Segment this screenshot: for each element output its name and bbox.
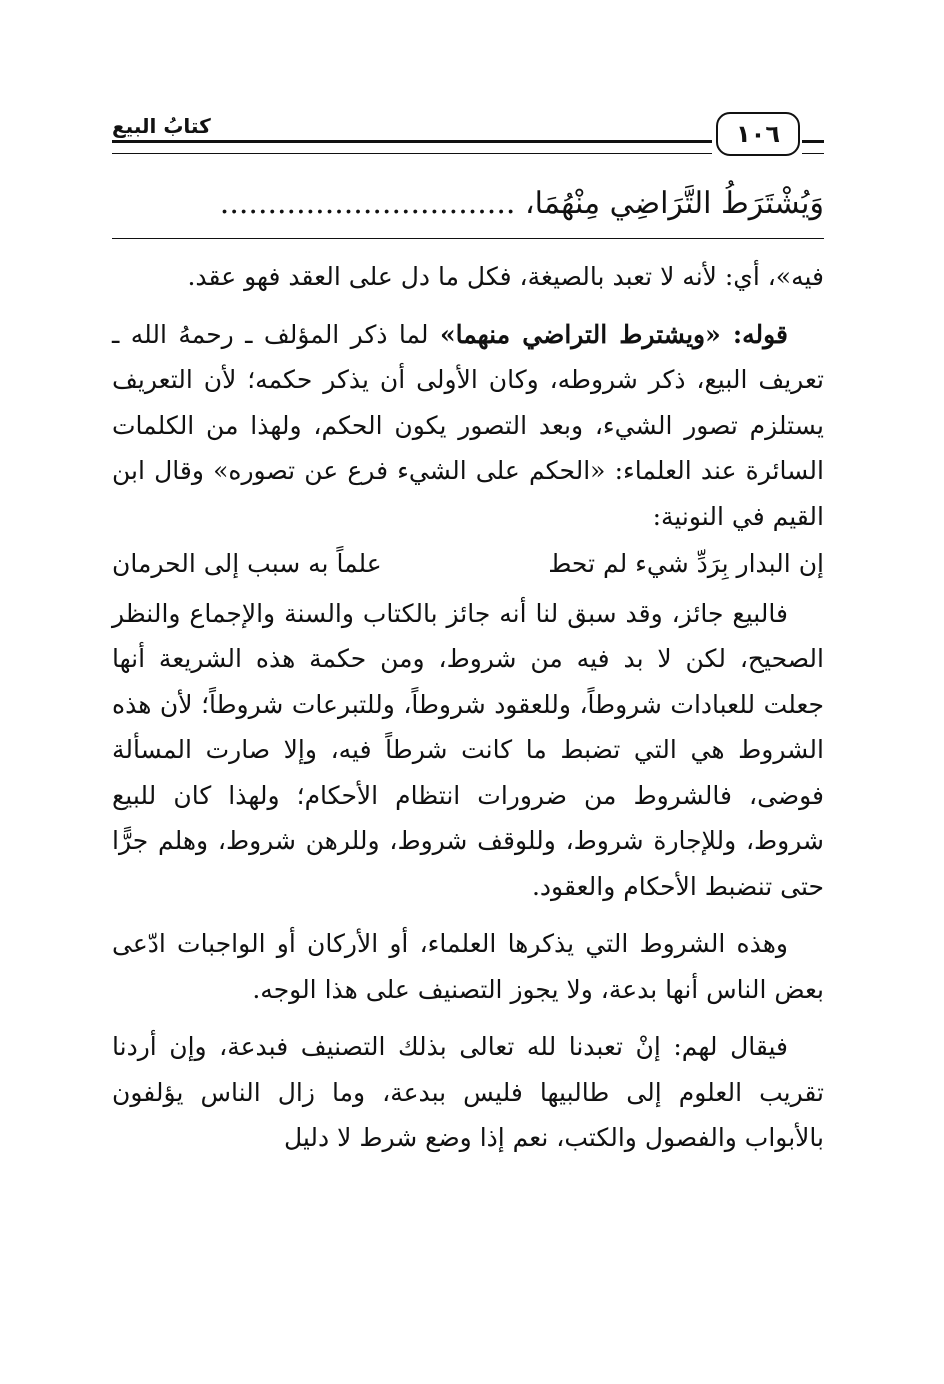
header-double-rule [112, 140, 712, 154]
paragraph-text: لما ذكر المؤلف ـ رحمهُ الله ـ تعريف البيع، ذكر شروطه، وكان الأولى أن يذكر حكمه؛ لأن التعريف يستلزم تصور الشيء، وبعد التصور يكون الحكم، ولهذا من الكلمات السائرة عند العلماء: «الحكم على الشيء فرع عن تصوره» وقال ابن القيم في النونية: [112, 319, 824, 531]
verse-second-hemistich: علماً به سبب إلى الحرمان [112, 549, 382, 578]
commentary-body [112, 254, 824, 1161]
verse-first-hemistich: إن البدار بِرَدِّ شيء لم تحط [548, 549, 824, 578]
paragraph: فيقال لهم: إنْ تعبدنا لله تعالى بذلك التصنيف فبدعة، وإن أردنا تقريب العلوم إلى طالبيها فليس ببدعة، وما زال الناس يؤلفون بالأبواب والفصول والكتب، نعم إذا وضع شرط لا دليل [112, 1032, 824, 1152]
paragraph-lead: قوله: [720, 319, 788, 349]
page-header [112, 108, 824, 158]
paragraph: فيه»، أي: لأنه لا تعبد بالصيغة، فكل ما دل على العقد فهو عقد. [187, 262, 824, 291]
header-double-rule-right [802, 140, 824, 154]
matn-divider [112, 238, 824, 239]
poetry-verse [112, 541, 824, 587]
paragraph: فالبيع جائز، وقد سبق لنا أنه جائز بالكتاب والسنة والإجماع والنظر الصحيح، لكن لا بد فيه من شروط، ومن حكمة هذه الشريعة أنها جعلت للعبادات شروطاً، وللعقود شروطاً، وللتبرعات شروطاً؛ لأن هذه الشروط هي التي تضبط ما كانت شرطاً فيه، وإلا صارت المسألة فوضى، فالشروط من ضرورات انتظام الأحكام؛ ولهذا كان للبيع شروط، وللإجارة شروط، وللوقف شروط، وللرهن شروط، وهلم جرًّا حتى تنضبط الأحكام والعقود. [112, 598, 824, 901]
paragraph: وهذه الشروط التي يذكرها العلماء، أو الأركان أو الواجبات ادّعى بعض الناس أنها بدعة، ولا يجوز التصنيف على هذا الوجه. [112, 929, 824, 1004]
paragraph [112, 312, 824, 540]
matn-line: وَيُشْتَرَطُ التَّرَاضِي مِنْهُمَا، ............................... [219, 186, 824, 221]
book-title: كتابُ البيع [112, 114, 211, 138]
quoted-matn: «ويشترط التراضي منهما» [439, 319, 721, 349]
page-number: ١٠٦ [716, 112, 800, 156]
